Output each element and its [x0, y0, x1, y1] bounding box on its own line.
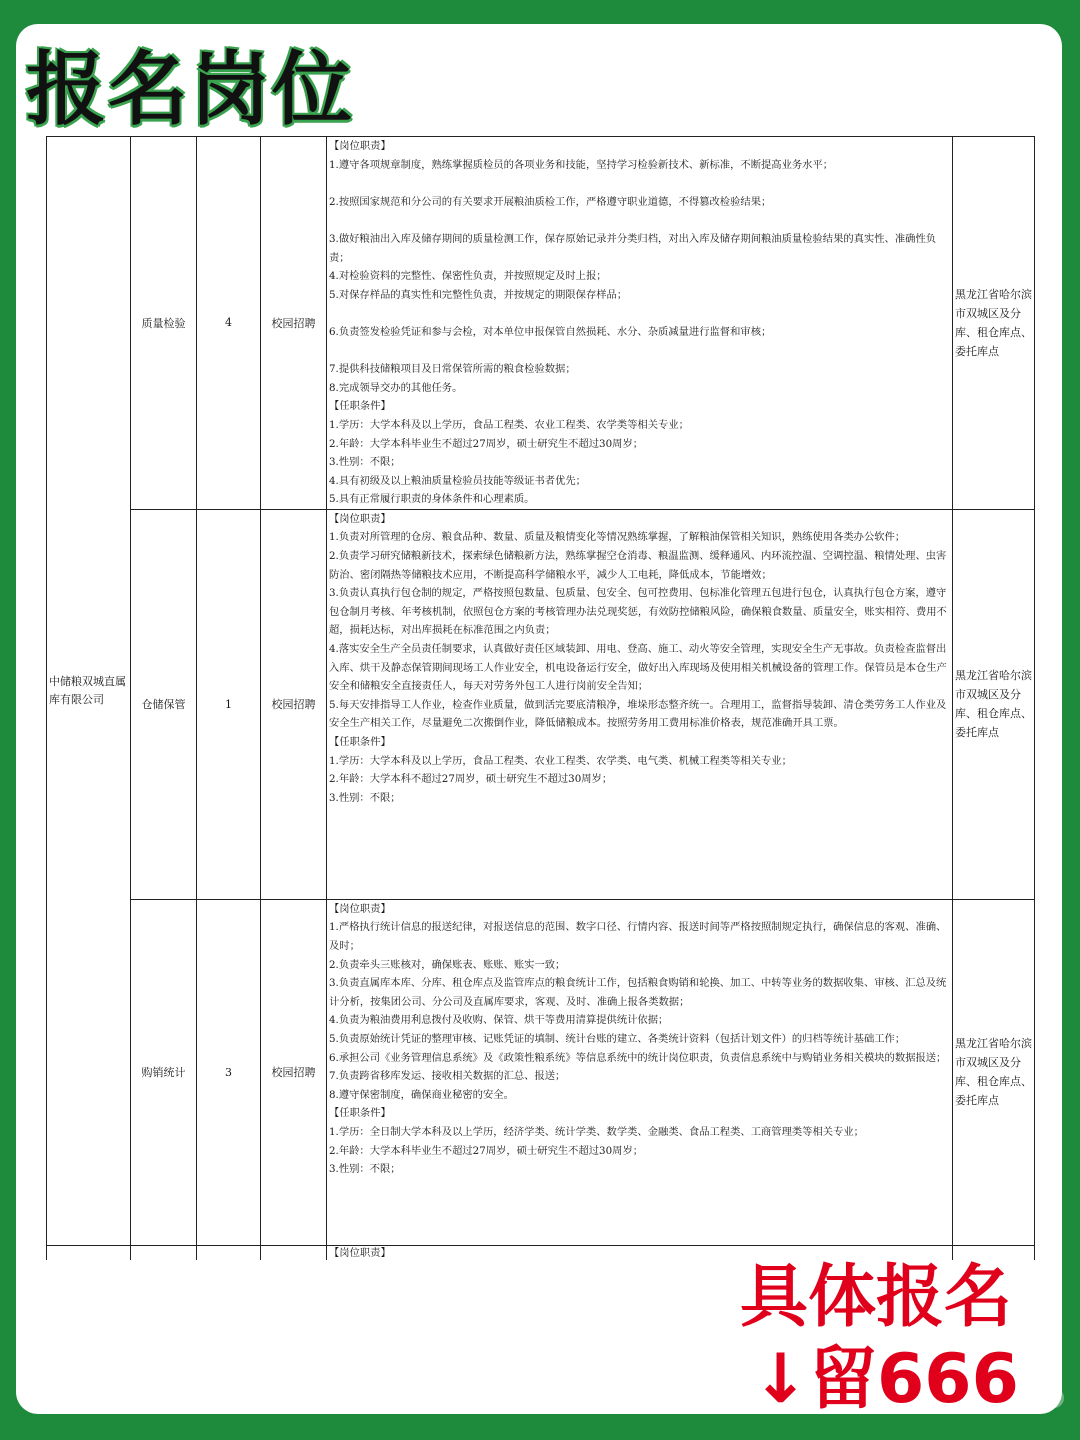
- duty-line: 7.提供科技储粮项目及日常保管所需的粮食检验数据；: [329, 363, 576, 376]
- duty-line: 2.负责牵头三账核对，确保账表、账账、账实一致；: [329, 958, 566, 971]
- duty-line: 8.遵守保密制度，确保商业秘密的安全。: [329, 1088, 514, 1101]
- duty-line: 8.完成领导交办的其他任务。: [329, 381, 463, 394]
- recruit-type-cell: 校园招聘: [261, 899, 327, 1245]
- count-cell: 1: [197, 509, 261, 899]
- company-cell: 中储粮双城直属库有限公司: [47, 137, 131, 1246]
- duty-line: 3.性别：不限；: [329, 791, 401, 804]
- location-cell: 黑龙江省哈尔滨市双城区及分库、租仓库点、委托库点: [953, 137, 1035, 510]
- empty-cell: [261, 1245, 327, 1260]
- duty-line: 5.负责原始统计凭证的整理审核、记账凭证的填制、统计台账的建立、各类统计资料（包括计划文件）的归档等统计基础工作；: [329, 1033, 906, 1046]
- duty-cell: [327, 899, 953, 1245]
- duty-line: 【任职条件】: [329, 736, 391, 748]
- duty-line: 1.负责对所管理的仓房、粮食品种、数量、质量及粮情变化等情况熟练掌握，了解粮油保管相关知识，熟练使用各类办公软件；: [329, 531, 906, 544]
- duty-line: 6.承担公司《业务管理信息系统》及《政策性粮系统》等信息系统中的统计岗位职责，负责信息系统中与购销业务相关模块的数据报送；: [329, 1051, 947, 1064]
- duty-line: 3.性别：不限；: [329, 456, 401, 469]
- recruit-type-cell: 校园招聘: [261, 137, 327, 510]
- position-cell: 仓储保管: [131, 509, 197, 899]
- duty-cell-partial: 【岗位职责】: [327, 1245, 953, 1260]
- duty-line: 2.负责学习研究储粮新技术，探索绿色储粮新方法，熟练掌握空仓消毒、粮温监测、缓释通风、内环流控温、空调控温、粮情处理、虫害防治、密闭隔热等储粮技术应用，不断提高科学储粮水平，减少人工电耗，降低成本，节能增效；: [329, 550, 947, 581]
- duty-line: 2.年龄：大学本科毕业生不超过27周岁，硕士研究生不超过30周岁；: [329, 1144, 644, 1157]
- count-cell: 3: [197, 899, 261, 1245]
- duty-line: [329, 342, 950, 361]
- duty-line: 【任职条件】: [329, 400, 391, 413]
- duty-line: 2.年龄：大学本科不超过27周岁，硕士研究生不超过30周岁；: [329, 773, 613, 786]
- duty-line: [329, 304, 950, 323]
- position-cell: 购销统计: [131, 899, 197, 1245]
- duty-line: 【任职条件】: [329, 1107, 391, 1120]
- duty-line: 【岗位职责】: [329, 140, 391, 152]
- cta-line-2: ↓留666: [752, 1340, 1019, 1414]
- duty-line: 6.负责签发检验凭证和参与会检，对本单位申报保管自然损耗、水分、杂质减量进行监督和审核；: [329, 325, 772, 338]
- table-row: [47, 899, 1035, 1245]
- position-cell: 质量检验: [131, 137, 197, 510]
- duty-line: 5.对保存样品的真实性和完整性负责，并按规定的期限保存样品；: [329, 288, 628, 301]
- empty-cell: [47, 1245, 131, 1260]
- duty-line: 【岗位职责】: [329, 512, 391, 525]
- watermark: 小红书: [1030, 1388, 1064, 1408]
- duty-line: 1.遵守各项规章制度，熟练掌握质检员的各项业务和技能，坚持学习检验新技术、新标准，不断提高业务水平；: [329, 158, 834, 171]
- job-table: [46, 136, 1035, 1260]
- duty-line: 2.年龄：大学本科毕业生不超过27周岁，硕士研究生不超过30周岁；: [329, 437, 644, 450]
- page-title: 报名岗位: [26, 43, 354, 136]
- duty-line: 2.按照国家规范和分公司的有关要求开展粮油质检工作，严格遵守职业道德，不得篡改检验结果；: [329, 195, 772, 208]
- duty-line: 1.学历：全日制大学本科及以上学历，经济学类、统计学类、数学类、金融类、食品工程类、工商管理类等相关专业；: [329, 1126, 864, 1138]
- duty-line: [329, 211, 950, 230]
- duty-line: 4.对检验资料的完整性、保密性负责，并按照规定及时上报；: [329, 270, 607, 283]
- duty-line: 1.严格执行统计信息的报送纪律，对报送信息的范围、数字口径、行情内容、报送时间等严格按照制规定执行，确保信息的客观、准确、及时；: [329, 921, 947, 953]
- duty-line: 7.负责跨省移库发运、接收相关数据的汇总、报送；: [329, 1070, 566, 1083]
- location-cell: 黑龙江省哈尔滨市双城区及分库、租仓库点、委托库点: [953, 899, 1035, 1245]
- count-cell: 4: [197, 137, 261, 510]
- duty-line: 5.每天安排指导工人作业，检查作业质量，做到活完要底清粮净，堆垛形态整齐统一。合理用工，监督指导装卸、清仓类劳务工人作业及安全生产相关工作，尽量避免二次搬倒作业，降低储粮成本。按照劳务用工费用标准价格表，规范准确开具工票。: [329, 698, 947, 730]
- duty-line: 【岗位职责】: [329, 902, 391, 915]
- duty-line: 3.性别：不限；: [329, 1163, 401, 1176]
- duty-line: 3.负责直属库本库、分库、租仓库点及监管库点的粮食统计工作，包括粮食购销和轮换、加工、中转等业务的数据收集、审核、汇总及统计分析，按集团公司、分公司及直属库要求，客观、及时、准确上报各类数据；: [329, 977, 947, 1008]
- duty-line: 3.负责认真执行包仓制的规定，严格按照包数量、包质量、包安全、包可控费用、包标准化管理五包进行包仓，认真执行包仓方案，遵守包仓制月考核、年考核机制，依照包仓方案的考核管理办法兑现奖惩，有效防控储粮风险，确保粮食数量、质量安全，账实相符、费用不超，损耗达标，对出库损耗在标准范围之内负责；: [329, 587, 947, 637]
- duty-cell: [327, 137, 953, 510]
- content-card: [16, 24, 1062, 1414]
- table-row: [47, 509, 1035, 899]
- duty-line: 1.学历：大学本科及以上学历，食品工程类、农业工程类、农学类、电气类、机械工程类等相关专业；: [329, 754, 792, 767]
- duty-line: 3.做好粮油出入库及储存期间的质量检测工作，保存原始记录并分类归档，对出入库及储存期间粮油质量检验结果的真实性、准确性负责；: [329, 232, 937, 264]
- duty-cell: [327, 509, 953, 899]
- duty-line: 4.具有初级及以上粮油质量检验员技能等级证书者优先；: [329, 474, 586, 487]
- table-row: [47, 137, 1035, 510]
- cta-line-1: 具体报名: [740, 1258, 1013, 1337]
- duty-line: 4.落实安全生产全员责任制要求，认真做好责任区域装卸、用电、登高、施工、动火等安全管理，实现安全生产无事故。负责检查监督出入库、烘干及静态保管期间现场工人作业安全，机电设备运行安全，做好出入库现场及使用相关机械设备的管理工作。保管员是本仓生产安全和储粮安全直接责任人，每天对劳务外包工人进行岗前安全告知；: [329, 643, 947, 693]
- recruit-type-cell: 校园招聘: [261, 509, 327, 899]
- empty-cell: [131, 1245, 197, 1260]
- duty-line: [329, 174, 950, 193]
- location-cell: 黑龙江省哈尔滨市双城区及分库、租仓库点、委托库点: [953, 509, 1035, 899]
- duty-line: 1.学历：大学本科及以上学历，食品工程类、农业工程类、农学类等相关专业；: [329, 418, 689, 431]
- duty-line: 5.具有正常履行职责的身体条件和心理素质。: [329, 493, 535, 506]
- empty-cell: [197, 1245, 261, 1260]
- duty-line: 4.负责为粮油费用利息拨付及收购、保管、烘干等费用清算提供统计依据；: [329, 1014, 669, 1027]
